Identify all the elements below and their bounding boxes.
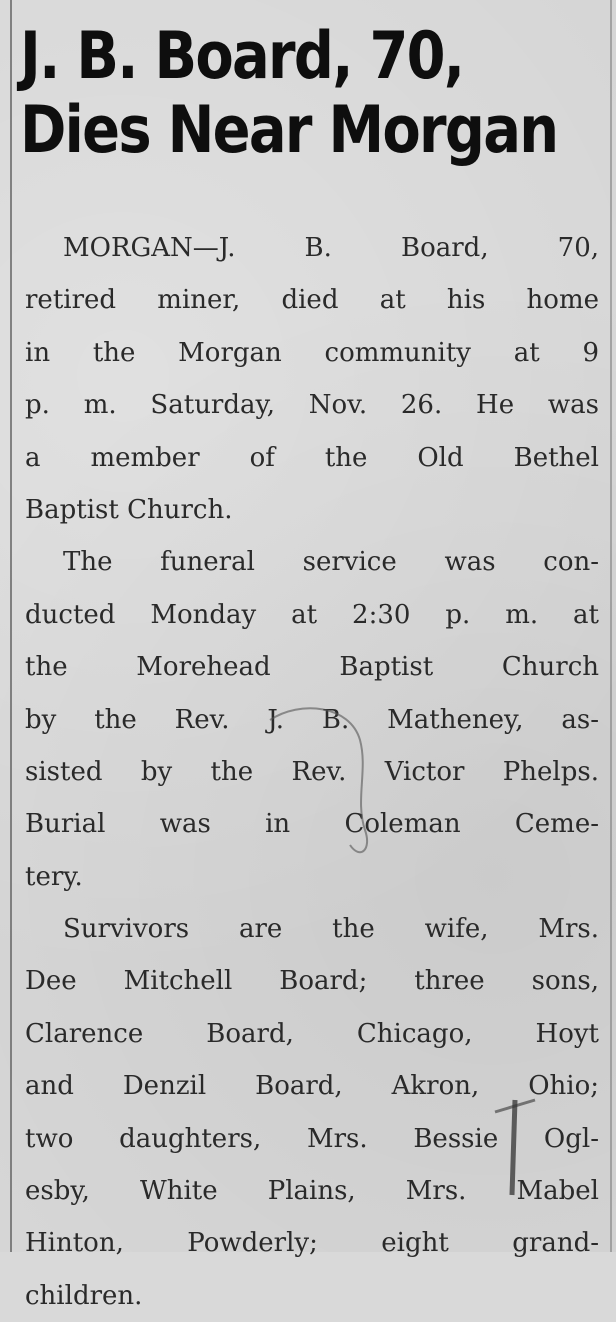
- text-line: children.: [25, 1280, 143, 1311]
- text-line: Dee Mitchell Board; three sons,: [25, 966, 599, 997]
- text-line: two daughters, Mrs. Bessie Ogl-: [25, 1123, 599, 1154]
- text-line: retired miner, died at his home: [25, 285, 599, 316]
- text-line: a member of the Old Bethel: [25, 442, 599, 473]
- text-line: by the Rev. J. B. Matheney, as-: [25, 704, 599, 735]
- text-line: in the Morgan community at 9: [25, 337, 599, 368]
- text-line: tery.: [25, 861, 83, 892]
- text-line: esby, White Plains, Mrs. Mabel: [25, 1176, 599, 1207]
- text-line: Burial was in Coleman Ceme-: [25, 809, 599, 840]
- headline: [20, 19, 558, 168]
- column-rule-right: [610, 0, 612, 1252]
- text-line: Survivors are the wife, Mrs.: [63, 914, 599, 945]
- text-line: The funeral service was con-: [63, 547, 599, 578]
- text-line: and Denzil Board, Akron, Ohio;: [25, 1071, 599, 1102]
- paragraph-death-notice: [25, 222, 599, 536]
- text-line: Baptist Church.: [25, 494, 233, 525]
- headline-line-1: J. B. Board, 70,: [20, 19, 464, 94]
- text-line: ducted Monday at 2:30 p. m. at: [25, 599, 599, 630]
- text-line: the Morehead Baptist Church: [25, 652, 599, 683]
- column-rule-left: [10, 0, 12, 1252]
- text-line: MORGAN—J. B. Board, 70,: [63, 233, 599, 263]
- paragraph-survivors: [25, 903, 599, 1322]
- text-line: sisted by the Rev. Victor Phelps.: [25, 756, 599, 787]
- text-line: p. m. Saturday, Nov. 26. He was: [25, 390, 599, 421]
- article-body: [25, 222, 599, 1322]
- paragraph-funeral: [25, 536, 599, 903]
- headline-line-2: Dies Near Morgan: [20, 93, 558, 168]
- text-line: Clarence Board, Chicago, Hoyt: [25, 1018, 599, 1049]
- text-line: Hinton, Powderly; eight grand-: [25, 1228, 599, 1259]
